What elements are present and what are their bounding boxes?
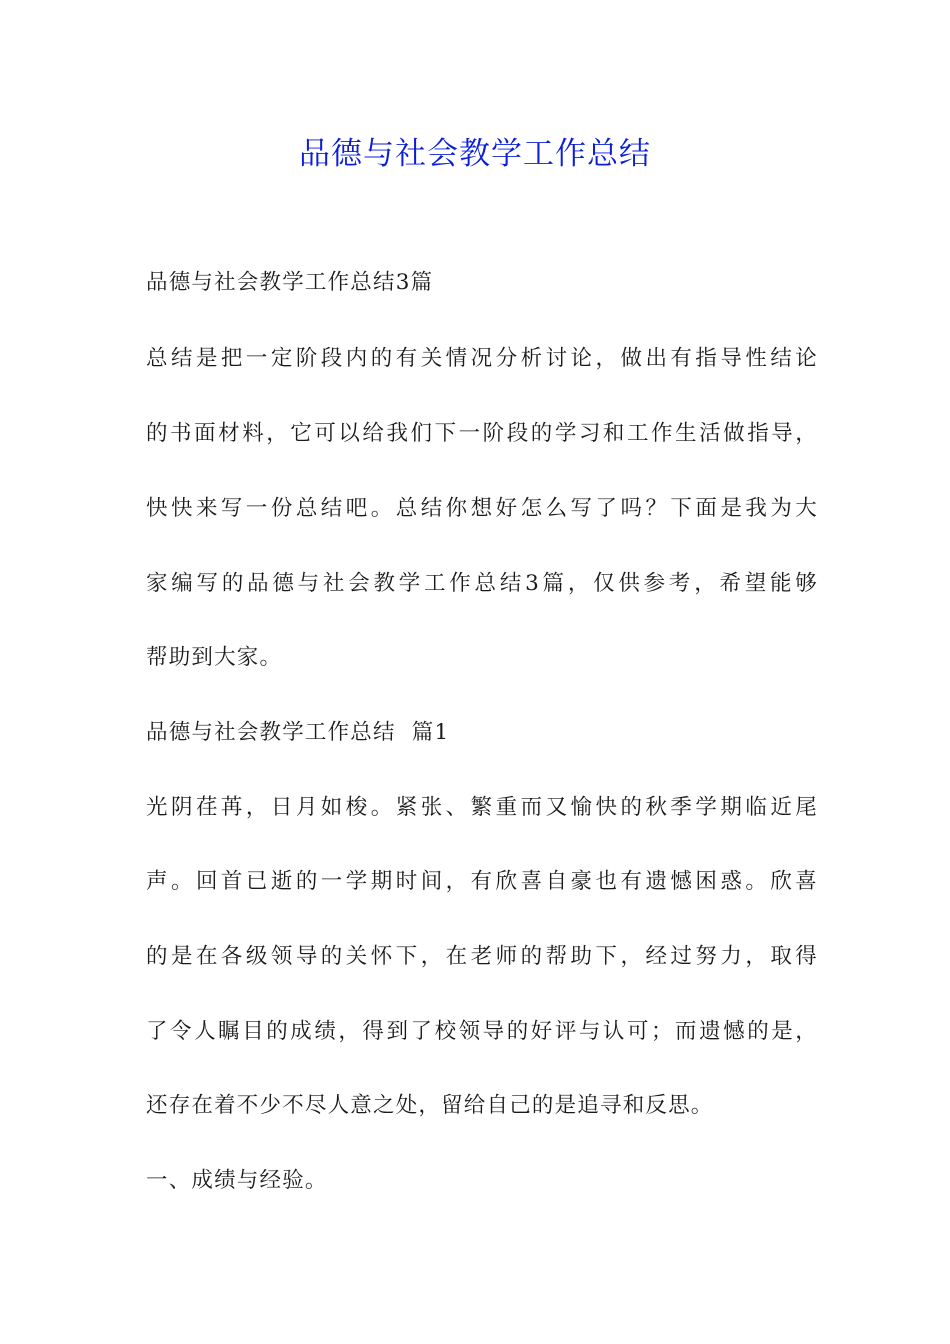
section-heading: 品德与社会教学工作总结 篇1 [146,720,450,745]
subtitle-line: 品德与社会教学工作总结3篇 [146,270,434,295]
body-line: 了令人瞩目的成绩，得到了校领导的好评与认可；而遗憾的是， [146,1019,818,1044]
body-line: 还存在着不少不尽人意之处，留给自己的是追寻和反思。 [146,1093,714,1118]
body-line: 总结是把一定阶段内的有关情况分析讨论，做出有指导性结论 [146,346,818,371]
document-title: 品德与社会教学工作总结 [299,136,651,172]
body-line: 的书面材料，它可以给我们下一阶段的学习和工作生活做指导， [146,421,818,446]
body-line: 光阴荏苒，日月如梭。紧张、繁重而又愉快的秋季学期临近尾 [146,795,818,820]
section-heading: 一、成绩与经验。 [146,1168,328,1193]
body-line: 家编写的品德与社会教学工作总结3篇，仅供参考，希望能够 [146,571,818,596]
body-line: 帮助到大家。 [146,645,283,670]
body-line: 快快来写一份总结吧。总结你想好怎么写了吗？下面是我为大 [146,496,818,521]
body-line: 声。回首已逝的一学期时间，有欣喜自豪也有遗憾困惑。欣喜 [146,869,818,894]
body-line: 的是在各级领导的关怀下，在老师的帮助下，经过努力，取得 [146,944,818,969]
